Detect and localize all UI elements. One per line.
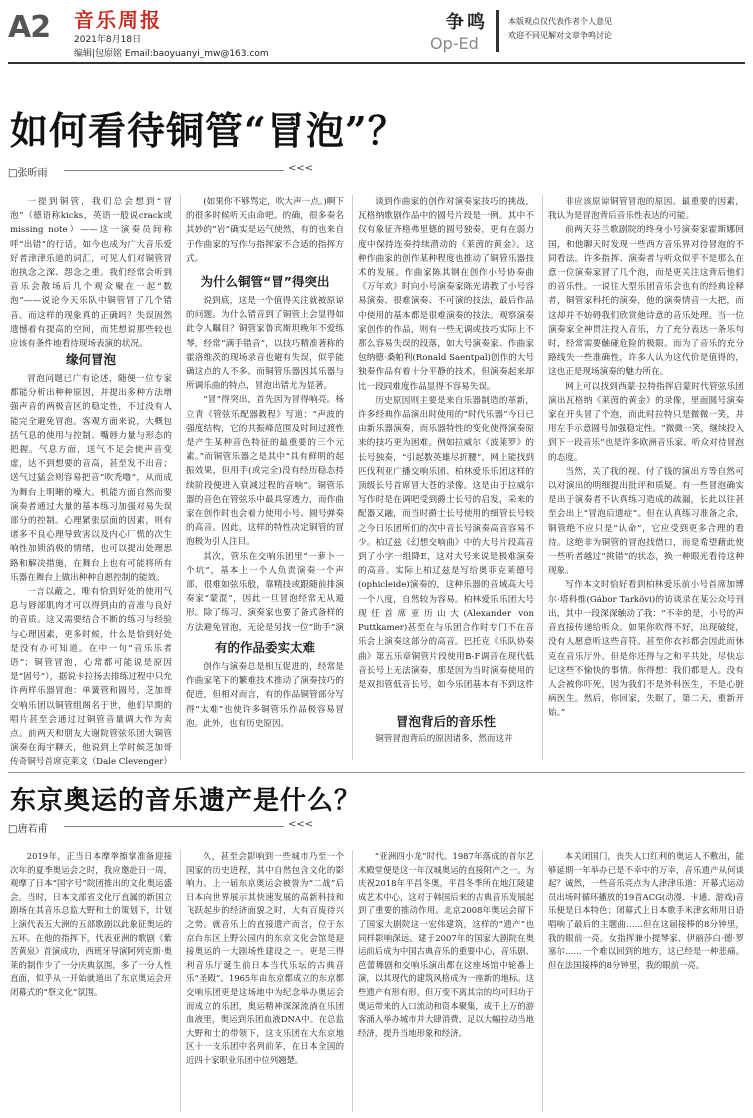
paragraph: 久，甚至会影响到一些城市乃至一个国家的历史进程，其中自然包含文化的影响力。上一届东京奥运会被誉为“二战”后日本向世界展示其快速发展的高新科技和飞跃起步的经济面貌之时，大有百废待兴之势。就音乐上的直接遗产而言，位于东京台东区上野公园内的东京文化会馆是迎接奥运的一大剧场性建设之一。更是三得利音乐厅诞生前日本当代乐坛的古典音乐“圣殿”。1965年由东京都成立的东京都交响乐团更是这场地中为纪念举办奥运会而成立的乐团，奥运精神深深流淌在乐团血液里，奥运到乐团血液DNA中。在总监大野和士的带领下，这支乐团在大东京地区十一支乐团中名列前茅，在日本全国的近四十家职业乐团中位列翘楚。 <box>186 851 344 1065</box>
article1-byline-row <box>8 164 388 178</box>
article2-column-3 <box>358 850 534 1112</box>
section-title-en: Op-Ed <box>430 34 479 53</box>
article2-headline: 东京奥运的音乐遗产是什么？ <box>10 786 362 816</box>
paragraph: 说到底，这是一个值得关注就被原谅的问题。为什么错音到了铜管上会显得如此令人瞩目？铜管家鲁宾斯坦晚年不爱练琴，经常“满手错音”，以技巧精准著称的霍洛维茨的现场录音也避有失误，似乎能确这点的人不多。而铜管乐器因其乐器与所调乐曲的特点，冒泡出错尤为显著。 <box>186 296 344 392</box>
paragraph: 前两天芬兰歌剧院的终身小号演奏家霍斯娜回国，和他聊天时发现一些西方音乐界对待冒泡的不同看法。许多指挥、演奏者与听众似乎不是那么在意一位演奏家冒了几个泡，而是更关注这背后他们的音乐性。一说往大型乐团音乐会也有的经典诠释者，铜管家科托的演奏，他的演奏情音一大把，而这却并不妨碍我们欣赏他诗意的音乐处理。当一位演奏家全神贯注投入音乐，力了充分表达一条乐句时，经常需要触碰危险的极限。而为了音乐的充分路线失一些准确性，许多人认为这代价是值得的，这也正是现场演奏的魅力所在。 <box>548 225 744 378</box>
disclaimer-line-1: 本版观点仅代表作者个人意见 <box>508 17 612 26</box>
editor-line: 编辑|包原铭 Email:baoyuanyi_mw@163.com <box>74 49 269 59</box>
article1-column-1 <box>10 195 172 351</box>
article1-column-2b <box>186 294 344 634</box>
article1-subhead-1: 缘何冒泡 <box>65 352 116 367</box>
paragraph: 创作与演奏总是相互促进的，经常是作曲家笔下的繁难技术推动了演奏技巧的促进，但相对而言，有的作品铜管部分写得“太难”也使许多铜管乐作品极容易冒泡。此外，也有历史原因。 <box>186 662 344 729</box>
paragraph: 其次，管乐在交响乐团里“一萝卜一个坑”，基本上一个人负责演奏一个声部，很难如弦乐般，靠精技或跟随前排演奏家“蒙混”，因此一旦冒泡经常无从遁形。除了练习，演奏家也要了备式备样的方法避免冒泡，无论是另找一位“助手”演 <box>186 551 344 633</box>
article2-byline: □唐若甫 <box>8 824 48 835</box>
masthead-logo: 音乐周报 <box>74 8 162 32</box>
column-divider <box>180 195 181 760</box>
column-divider <box>542 195 543 760</box>
article1-column-3b <box>358 732 534 762</box>
paragraph: 2019年，正当日本摩拳擦掌准备迎接次年的夏季奥运会之时，我应邀赴日一周，观摩了日本“国字号”院团推出的文化奥运盛会。当时，日本文部省文化厅直属的新国立剧场在其音乐总监大野和士的策划下，计划上演代表五大洲的五部歌剧以此象征奥运的五环。在他的指挥下，代表亚洲的歌剧《紫苦黄泉》首演成功，西班牙导演阿列克斯·奥莱的制作少了一分庆典氛围，多了一分人性直面，似乎从一开始就道出了东京奥运会开闭幕式的“祭文化”氛围。 <box>10 851 172 997</box>
header-rule <box>8 62 745 64</box>
page-number: A2 <box>8 10 51 45</box>
section-title-cn: 争鸣 <box>446 12 488 33</box>
column-divider <box>352 850 353 1112</box>
section-divider <box>496 10 499 52</box>
paragraph: 一提到铜管，我们总会想到“冒泡”（德语称kicks，英语一般说crack或missing note）——这一演奏员间称呼“出错”的行话，如今也成为广大音乐爱好者津津乐道的词汇，可见人们对铜管冒泡执念之深、怨念之重。我们经常会听到音乐会散场后几个观众聚在一起“数泡”——说论今天乐队中铜管冒了几个错音。而这样的现象真的正确吗？失误固然遗憾着有提高的空间，而凭想说那些较也应该有条件地看待现场表演的状况。 <box>10 197 172 350</box>
article1-column-4 <box>548 195 744 765</box>
article2-column-2 <box>186 850 344 1112</box>
article1-column-2c <box>186 660 344 760</box>
issue-date: 2021年8月18日 <box>74 35 142 45</box>
paragraph: “亚洲四小龙”时代。1987年落成的首尔艺术殿堂便是这一年汉城奥运的直接附产之一。为庆祝2018年平昌冬奥，平昌冬季所在地江陵建成艺术中心，这对于韩国后来的古典音乐发展起到了重要的推动作用。北京2008年奥运会留下了国家大剧院这一宏伟建筑，这样的“遗产”也同样影响深远。建于2007年的国家大剧院在奥运前后成为中国古典音乐的重要中心，音乐剧、芭蕾舞剧和交响乐演出都在这座场馆中轮番上演，以其现代的建筑风格成为一座新的地标。这些遗产有形有形，但万变不离其宗的均可归功于奥运带来的人口流动和资本聚集，成千上万的游客涌入举办城市并大肆消费，足以大幅拉动当地经济，提升当地形象和经济。 <box>358 851 534 1038</box>
paragraph: 一言以蔽之，唯有恰到好处的使用气息与唇部肌肉才可以得到由的音准与良好的音质。这又需要结合不断的练习与经验与心理因素，更多时候，什么是恰到好处是没有办可知道。在中一句“音乐乐者语”；铜管冒泡，心常都可能说是原因是“固号”），据说卡拉扬去排练过程中只允许两样乐器冒泡：单簧管和圆号，芝加哥交响乐团以铜管组阁名于世，他们早期的唱片甚至会通过过铜管音量调大作为卖点。前两天和朋友大谢院管弦乐团大铜管演奏在海宇聊天，他说到上学时候芝加哥传奇铜号首席克莱文（Dale Clevenger） <box>10 587 172 767</box>
article1-column-3 <box>358 195 534 690</box>
article1-subhead-2: 为什么铜管“冒”得突出 <box>200 274 330 289</box>
chevrons-icon: <<< <box>288 163 314 174</box>
byline-rule <box>64 170 284 171</box>
paragraph: (如果你不够骂定，吹大声一点。)啊下的很多时候听天由命吧。的确，很多奏名其妙的“岩”确实是运气使然，有的也来自于作曲家的写作与指挥家不合适的指挥方式。 <box>186 197 344 264</box>
article1-byline: □张昕雨 <box>8 168 48 179</box>
article2-column-4 <box>548 850 744 1112</box>
article1-column-1b <box>10 372 172 767</box>
paragraph: 冒泡问题已广有论述，随便一位专家都能分析出种种原因，并提出多种方法增强声音的两极音区的稳定性，不过没有人能完全避免冒泡。客观方面来说，大概包括气息的使用与控制、嘴唇力量与形态的把握。气息方面，送气不足会使声音变虚，达不到想要的音高，甚至发不出音；送气过猛会则容易把音“吹秃噜”，从而成为舞台上明晰的噪大。机能方面自然而要演奏者通过大量的基本练习加强对易失误部分的控制。心理紧张层面的因素，则有诸多不良心理导致害以及内心厂慌的次生响性加锁消极的情绪，也可以提出处理思路和解决措施，在舞台上也有可能将所有乐器在舞台上做出种种自愿控制的能效。 <box>10 374 172 583</box>
article1-subhead-4: 冒泡背后的音乐性 <box>395 714 496 729</box>
article1-headline: 如何看待铜管“冒泡”？ <box>10 108 407 153</box>
article2-column-1 <box>10 850 172 1112</box>
paragraph: 网上可以找到西蒙·拉特指挥启蒙时代管弦乐团演出瓦格纳《莱茵的黄金》的录像，里面圆号演奏家在开头冒了个泡，而此时拉特只是微微一笑，并用左手示意圆号加强稳定性。“微微一笑，继续投入到下一段音乐”也是许多欧洲音乐家、听众对待冒泡的态度。 <box>548 381 744 463</box>
article2-byline-row <box>8 820 388 834</box>
paragraph: 本关闭国门，丧失人口红利的奥运人不敷出，能够延期一年举办已是不幸中的万幸，音乐遗产从何谈起？诚然，一些音乐亮点为人津津乐道：开幕式运动员出场时循环播放的19首ACG(动漫、卡通、游戏)音乐便是日本特色；闭幕式上日本歌手米津玄师用日语唱响了最后的主题曲……但在这届接棒的8分钟里，我的眼前一亮。女指挥兼小提琴家、伊丽莎白·德·罗塞尔……一个难以回到的地方，这已经是一种悲痛。但在法国接棒的8分钟里，我的眼前一亮。 <box>548 851 744 970</box>
chevrons-icon: <<< <box>288 819 314 830</box>
paragraph: 历史原因则主要是来自乐器制造的革新，许多经典作品演出时使用的“时代乐器”今日已由新乐器演奏，而乐器特性的变化使得演奏原来的技巧更为困难。例如拉威尔《波莱罗》的长号独奏，“引起数英雄尽折腰”，网上能找到匹伐利亚广播交响乐团、柏林爱乐乐团这样的顶级长号首席冒大苍的录像。这是由于拉威尔写作时是在调吧受到爵士长号的启发，采来的配器又融，而当时爵士长号使用的细管长号较之今日乐团所们的次中音长号演奏高音容易不少。柏辽兹《幻想交响曲》中的大号片段高音到了小字一组降E，这对大号来说是极难演奏的高音。实际上柏辽兹是写给奥菲克莱德号(ophicleide)演奏的，这种乐器的音域高大号一个八度，自然较为容易。柏林爱乐乐团大号现任首席亚历山大(Alexander von Puttkamer)甚至在与乐团合作时专门不在音乐会上演奏这部分的高音。巴托克《乐队协奏曲》第五乐章铜管片段使用B-F调音在现代低音长号上无法演奏，那是因为当时演奏使用的是双扣管低音长号，如今乐团基本有不到这件 <box>358 395 534 690</box>
column-divider <box>180 850 181 1112</box>
paragraph: 谈到作曲家的创作对演奏家技巧的挑战，瓦格纳歌剧作品中的圆号片段是一例。其中不仅有象征齐格弗里德的圆号独奏，更有在弱力度中保持连奏持续潜动的《莱茵的黄金》。这种作曲家的创作某种程度也推动了铜管乐器技术的发展。作曲家陈其钢在创作小号协奏曲《万年欢》时向小号演奏家陈光请教了小号容易演奏、很难演奏、不可演的技法，最后作品中使用的基本都是很难演奏的技法。观察演奏家创作的作品，则有一些无调或技巧实际上不那么容易失误的段落，如大号演奏家、作曲家包纳德·桑帕利(Ronald Saentpal)创作的大号独奏作品有着十分平静的技术，但演奏起来却比一段同难度作品显得不容易失误。 <box>358 197 534 392</box>
article1-subhead-3: 有的作品委实太难 <box>214 640 315 655</box>
paragraph: 当然，关了我的视、付了钱的演出方等自然可以对演出的明细提出批评和质疑。有一些冒泡确实是出于演奏者不认真练习造成的疏漏，长此以往甚至会出上“冒泡后遗症”。但在认真练习准备之余，铜管绝不应只是“认命”，它应受到更多合理的看待。这绝非为铜管的冒泡找借口，而是希望藉此使一些听者越过“挑错”的状态，换一种眼光看待这种现象。 <box>548 466 744 577</box>
column-divider <box>352 195 353 760</box>
disclaimer-line-2: 欢迎不同见解对文章争鸣讨论 <box>508 31 612 40</box>
paragraph: 写作本文时恰好看到柏林爱乐前小号首席加博尔·塔科维(Gábor Tarkövi)的访谈录在某公众号刊出，其中一段深深触动了我：“不幸的是，小号的声音直接传递给听众。如果你吹得不好，出现破绽，没有人愿意听这些音符。甚至你衣衫都会因此而休克在音乐厅外。但是你还得与之和平共处，尽快忘记这些不愉快的事情。你得想：我们都是人。没有人会被你吓死，因为我们不是外科医生，不是心脏病医生。然后，你回家，失眠了，第二天，重新开始。” <box>548 580 744 719</box>
article-separator <box>8 772 745 773</box>
paragraph: 铜管冒泡背后的原因诸多，然而这并 <box>375 734 513 744</box>
byline-rule <box>64 826 284 827</box>
paragraph: “冒”得突出，首先因为冒得响亮。杨立青《管弦乐配器教程》写道：“声波的强度结构，它的共振峰范围及时间过渡性是产生某种音色特征的最重要的三个元素。”而铜管乐器之是其中“具有鲜明的起振效果，但用手(或完全)没有经历稳态持续阶段便进入衰减过程的音响”。铜管乐器的音色在管弦乐中最具穿透力，而作曲家在创作时也会着力使用小号、圆号弹奏的高音。因此，这样的特性决定铜管的冒泡极为引人注目。 <box>186 395 344 548</box>
paragraph: 非应该原谅铜管冒泡的原因。最重要的因素，我认为是冒泡背后音乐性表达的可能。 <box>548 197 744 222</box>
column-divider <box>542 850 543 1112</box>
article1-column-2 <box>186 195 344 266</box>
